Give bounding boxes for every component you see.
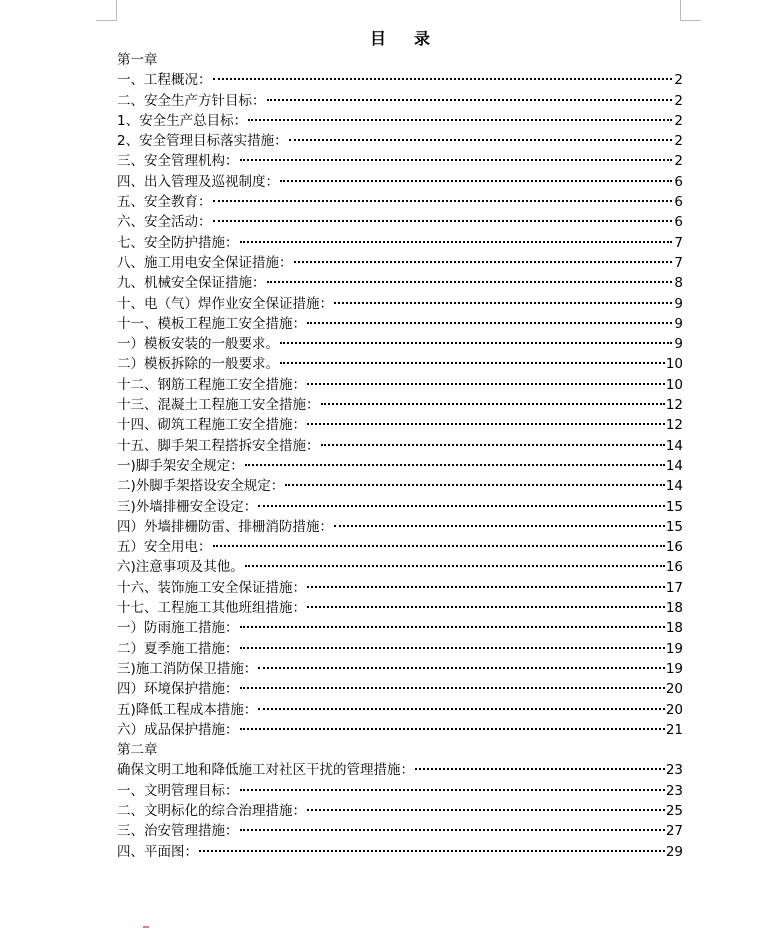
toc-entry[interactable] [117,233,683,253]
toc-entry-label: 第二章 [117,742,158,759]
toc-entry[interactable] [117,334,683,354]
toc-entry-label: 一、文明管理目标： [117,782,239,799]
toc-entry-page-number: 15 [665,498,683,515]
toc-entry-page-number: 2 [674,153,683,170]
toc-entry-page-number: 14 [665,457,683,474]
toc-entry-label: 八、施工用电安全保证措施： [117,254,293,271]
toc-entry[interactable] [117,436,683,456]
toc-dot-leader [280,342,672,344]
toc-entry[interactable] [117,578,683,598]
toc-dot-leader [307,423,665,425]
toc-entry-label: 七、安全防护措施： [117,234,239,251]
toc-entry-page-number: 9 [674,315,683,332]
toc-entry-page-number: 20 [665,681,683,698]
toc-dot-leader [321,403,665,405]
toc-entry-label: 三、安全管理机构： [117,153,239,170]
toc-entry-page-number: 10 [665,356,683,373]
toc-entry-page-number: 15 [665,518,683,535]
toc-entry-label: 二、安全生产方针目标： [117,92,266,109]
toc-entry-label: 二)外脚手架搭设安全规定： [117,478,285,495]
toc-entry[interactable] [117,253,683,273]
toc-entry[interactable] [117,842,683,862]
toc-dot-leader [240,687,665,689]
toc-dot-leader [213,220,673,222]
toc-entry-label: 一）模板安装的一般要求。 [117,336,279,353]
toc-entry[interactable] [117,639,683,659]
toc-entry-label: 五）安全用电： [117,539,212,556]
toc-entry-label: 一)脚手架安全规定： [117,457,244,474]
toc-entry-label: 十四、砌筑工程施工安全措施： [117,417,306,434]
toc-entry[interactable] [117,354,683,374]
toc-entry-label: 六）成品保护措施： [117,721,239,738]
toc-entry-label: 十、电（气）焊作业安全保证措施： [117,295,333,312]
toc-entry[interactable] [117,659,683,679]
toc-entry-label: 确保文明工地和降低施工对社区干扰的管理措施： [117,762,414,779]
toc-entry-label: 三)外墙排栅安全设定： [117,498,258,515]
toc-entry-page-number: 6 [674,194,683,211]
toc-entry-label: 1、安全生产总目标： [117,112,248,129]
toc-entry-label: 九、机械安全保证措施： [117,275,266,292]
toc-entry[interactable] [117,679,683,699]
toc-dot-leader [267,99,673,101]
toc-entry-page-number: 14 [665,478,683,495]
toc-dot-leader [415,768,665,770]
toc-entry[interactable] [117,598,683,618]
toc-entry[interactable] [117,212,683,232]
toc-entry-label: 2、安全管理目标落实措施： [117,133,288,150]
toc-entry-page-number: 29 [665,843,683,860]
toc-entry[interactable] [117,517,683,537]
toc-entry-page-number: 6 [674,214,683,231]
toc-entry[interactable] [117,781,683,801]
toc-entry-page-number: 2 [674,92,683,109]
toc-entry-label: 十三、混凝土工程施工安全措施： [117,397,320,414]
toc-dot-leader [245,464,665,466]
toc-dot-leader [267,281,673,283]
toc-dot-leader [240,626,665,628]
toc-entry-label: 三、治安管理措施： [117,823,239,840]
toc-entry-label: 二）夏季施工措施： [117,640,239,657]
toc-entry[interactable] [117,192,683,212]
toc-entry-page-number: 7 [674,254,683,271]
toc-dot-leader [285,484,665,486]
toc-dot-leader [240,829,665,831]
toc-entry-page-number: 19 [665,660,683,677]
toc-dot-leader [240,159,673,161]
toc-entry[interactable] [117,131,683,151]
toc-title [117,28,683,50]
spell-check-mark [143,926,149,928]
toc-entry-label: 十六、装饰施工安全保证措施： [117,579,306,596]
toc-entry-page-number: 17 [665,579,683,596]
toc-dot-leader [289,139,672,141]
toc-dot-leader [334,302,672,304]
toc-entry[interactable] [117,70,683,90]
toc-dot-leader [258,667,665,669]
toc-entry[interactable] [117,497,683,517]
toc-entry-page-number: 23 [665,762,683,779]
toc-entry-label: 六)注意事项及其他。 [117,559,244,576]
toc-entry-label: 十七、工程施工其他班组措施： [117,600,306,617]
toc-entry-page-number: 20 [665,701,683,718]
toc-entry[interactable] [117,314,683,334]
toc-entry[interactable] [117,294,683,314]
toc-entry[interactable] [117,111,683,131]
toc-entry-page-number: 2 [674,112,683,129]
toc-entry-label: 第一章 [117,52,158,68]
toc-entry-label: 五、安全教育： [117,194,212,211]
toc-entry[interactable] [117,801,683,821]
toc-dot-leader [240,647,665,649]
toc-entry[interactable] [117,537,683,557]
toc-entry-label: 十二、钢筋工程施工安全措施： [117,376,306,393]
toc-entry-label: 六、安全活动： [117,214,212,231]
toc-entry-page-number: 12 [665,397,683,414]
toc-title-char-2: 录 [414,29,431,48]
toc-dot-leader [307,606,665,608]
toc-entry-label: 四、平面图： [117,843,198,860]
toc-entry-label: 四、出入管理及巡视制度： [117,173,279,190]
toc-entry-label: 二、文明标化的综合治理措施： [117,802,306,819]
toc-chapter-heading [117,740,683,760]
toc-dot-leader [213,200,673,202]
toc-dot-leader [248,119,672,121]
toc-dot-leader [307,809,665,811]
toc-dot-leader [280,180,672,182]
toc-entry-page-number: 10 [665,376,683,393]
toc-dot-leader [307,322,672,324]
toc-dot-leader [258,708,665,710]
toc-entry-label: 一）防雨施工措施： [117,620,239,637]
toc-entry-page-number: 2 [674,72,683,89]
toc-entry[interactable] [117,415,683,435]
toc-dot-leader [258,505,665,507]
toc-entry-label: 五)降低工程成本措施： [117,701,258,718]
toc-entry-page-number: 18 [665,600,683,617]
toc-dot-leader [213,545,665,547]
toc-dot-leader [294,261,673,263]
toc-entry-page-number: 8 [674,275,683,292]
toc-dot-leader [280,362,665,364]
toc-title-char-1: 目 [369,29,386,48]
toc-entry[interactable] [117,395,683,415]
toc-entry-label: 二）模板拆除的一般要求。 [117,356,279,373]
toc-entry-page-number: 21 [665,721,683,738]
toc-entry-page-number: 6 [674,173,683,190]
toc-entry[interactable] [117,172,683,192]
toc-entry-label: 四）环境保护措施： [117,681,239,698]
toc-dot-leader [240,728,665,730]
toc-entry[interactable] [117,91,683,111]
toc-entry-page-number: 18 [665,620,683,637]
toc-entry[interactable] [117,760,683,780]
toc-entry[interactable] [117,700,683,720]
toc-entry-page-number: 2 [674,133,683,150]
toc-dot-leader [307,383,665,385]
toc-entry-page-number: 27 [665,823,683,840]
toc-entry-label: 四）外墙排栅防雷、排栅消防措施： [117,518,333,535]
toc-dot-leader [240,789,665,791]
toc-chapter-heading [117,50,683,70]
toc-dot-leader [199,850,665,852]
toc-dot-leader [245,565,665,567]
toc-dot-leader [321,444,665,446]
page-corner-mark-top-left [96,0,117,21]
toc-entry-label: 三)施工消防保卫措施： [117,660,258,677]
toc-entry[interactable] [117,273,683,293]
toc-entry-page-number: 16 [665,539,683,556]
toc-dot-leader [213,78,673,80]
toc-entry-page-number: 9 [674,295,683,312]
toc-entry[interactable] [117,557,683,577]
toc-entry[interactable] [117,456,683,476]
toc-entry-page-number: 12 [665,417,683,434]
toc-entry[interactable] [117,151,683,171]
toc-entry-page-number: 19 [665,640,683,657]
toc-entry[interactable] [117,476,683,496]
toc-entry[interactable] [117,720,683,740]
table-of-contents [117,28,683,862]
toc-dot-leader [240,241,673,243]
toc-entry-label: 十一、模板工程施工安全措施： [117,315,306,332]
toc-entry-list [117,50,683,862]
toc-entry-page-number: 16 [665,559,683,576]
toc-entry-label: 一、工程概况： [117,72,212,89]
toc-dot-leader [334,525,665,527]
toc-dot-leader [307,586,665,588]
toc-entry-page-number: 23 [665,782,683,799]
toc-entry[interactable] [117,375,683,395]
page-corner-mark-top-right [680,0,701,21]
toc-entry-page-number: 7 [674,234,683,251]
toc-entry[interactable] [117,618,683,638]
toc-entry[interactable] [117,821,683,841]
toc-entry-page-number: 25 [665,802,683,819]
toc-entry-page-number: 14 [665,437,683,454]
toc-entry-page-number: 9 [674,336,683,353]
toc-entry-label: 十五、脚手架工程搭拆安全措施： [117,437,320,454]
